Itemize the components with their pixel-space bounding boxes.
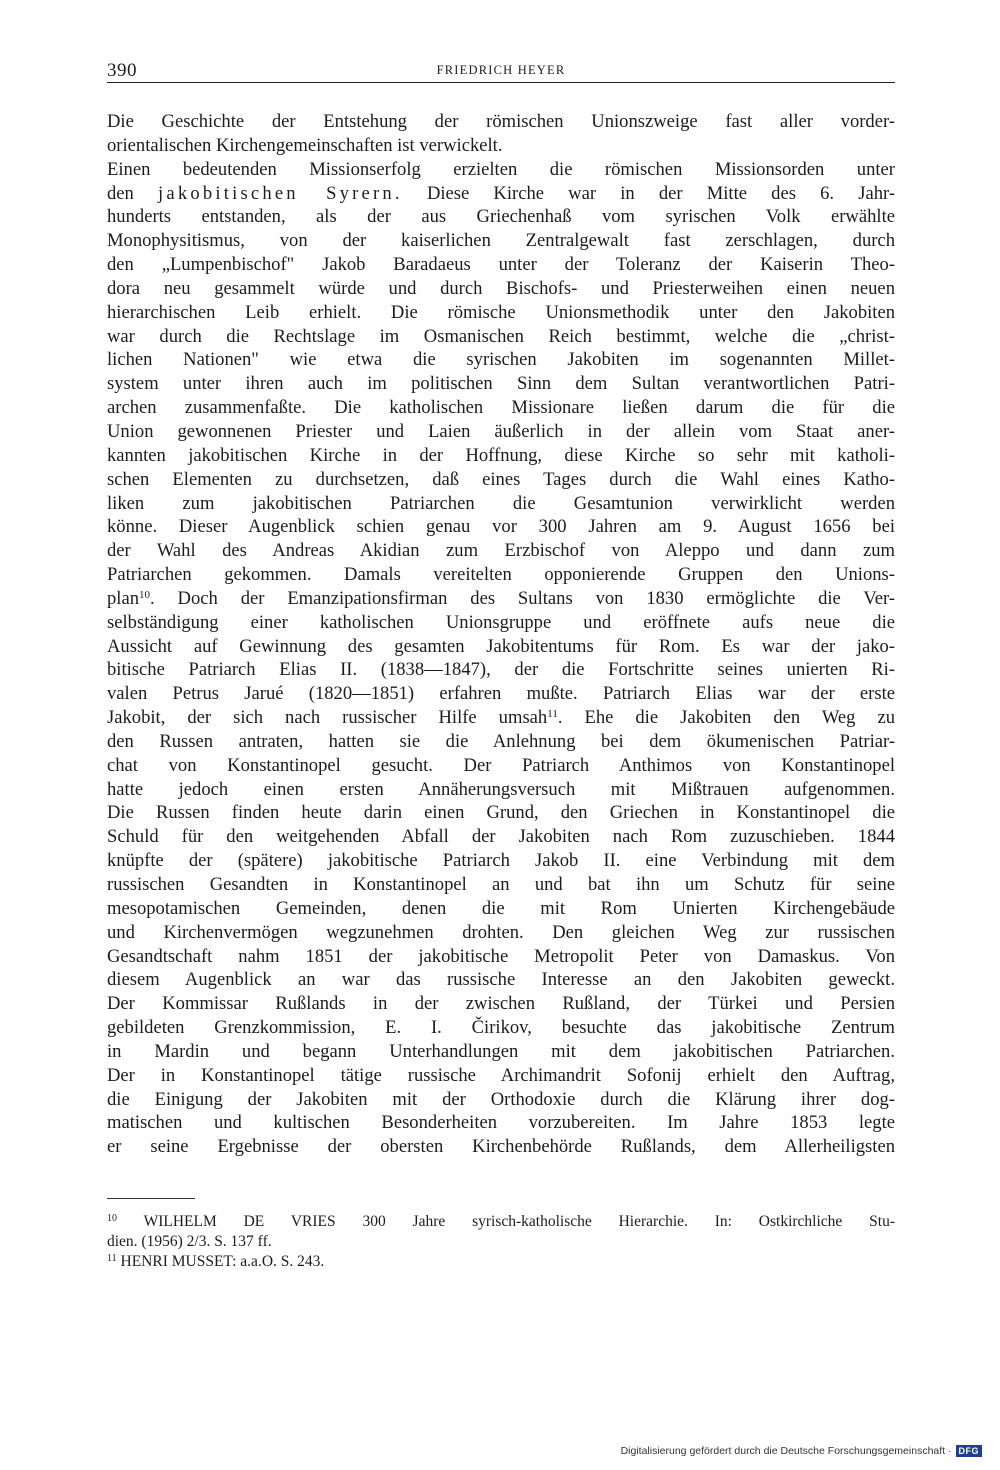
text-line: könne. Dieser Augenblick schien genau vor 300 Jahren am 9. August 1656 bei: [107, 516, 895, 538]
text-line: gebildeten Grenzkommission, E. I. Čirikov, besuchte das jakobitische Zentrum: [107, 1017, 895, 1039]
text-line: lichen Nationen" wie etwa die syrischen Jakobiten im sogenannten Millet-: [107, 349, 895, 371]
text-line: und Kirchenvermögen wegzunehmen drohten. Den gleichen Weg zur russischen: [107, 921, 895, 943]
page-number: 390: [107, 60, 137, 81]
text-line: selbständigung einer katholischen Unionsgruppe und eröffnete aufs neue die: [107, 611, 895, 633]
running-head: FRIEDRICH HEYER: [436, 63, 566, 77]
text-fragment: . Ehe die Jakobiten den Weg zu: [557, 707, 895, 729]
footnote-10-cont: dien. (1956) 2/3. S. 137 ff.: [107, 1233, 272, 1250]
text-line: Aussicht auf Gewinnung des gesamten Jakobitentums für Rom. Es war der jako-: [107, 635, 895, 657]
text-line: Der Kommissar Rußlands in der zwischen Rußland, der Türkei und Persien: [107, 993, 895, 1015]
page-header: [107, 60, 895, 83]
credit-text: Digitalisierung gefördert durch die Deutsche Forschungsgemeinschaft ·: [620, 1445, 952, 1457]
text-line: den „Lumpenbischof" Jakob Baradaeus unter der Toleranz der Kaiserin Theo-: [107, 254, 895, 276]
footnote-mark: 10: [107, 1213, 117, 1224]
text-line: orientalischen Kirchengemeinschaften ist verwickelt.: [107, 134, 503, 156]
text-line: dora neu gesammelt würde und durch Bischofs- und Priesterweihen einen neuen: [107, 277, 895, 299]
text-line: Gesandtschaft nahm 1851 der jakobitische Metropolit Peter von Damaskus. Von: [107, 945, 895, 967]
body-text: [107, 110, 895, 1159]
footnote-11: [107, 1252, 895, 1272]
text-line: knüpfte der (spätere) jakobitische Patriarch Jakob II. eine Verbindung mit dem: [107, 850, 895, 872]
footnotes: [107, 1212, 895, 1272]
text-line: Einen bedeutenden Missionserfolg erzielten die römischen Missionsorden unter: [107, 158, 895, 180]
footnote-10: [107, 1212, 895, 1232]
text-line: Die Russen finden heute darin einen Grund, den Griechen in Konstantinopel die: [107, 802, 895, 824]
text-line: archen zusammenfaßte. Die katholischen Missionare ließen darum die für die: [107, 397, 895, 419]
footnote-text: HENRI MUSSET: a.a.O. S. 243.: [120, 1253, 325, 1270]
text-line: er seine Ergebnisse der obersten Kirchenbehörde Rußlands, dem Allerheiligsten: [107, 1136, 895, 1158]
text-line: hierarchischen Leib erhielt. Die römische Unionsmethodik unter den Jakobiten: [107, 301, 895, 323]
text-line: Union gewonnenen Priester und Laien äußerlich in der allein vom Staat aner-: [107, 420, 895, 442]
text-line: die Einigung der Jakobiten mit der Orthodoxie durch die Klärung ihrer dog-: [107, 1088, 895, 1110]
text-fragment: den: [107, 182, 134, 204]
text-line: chat von Konstantinopel gesucht. Der Patriarch Anthimos von Konstantinopel: [107, 754, 895, 776]
dfg-logo: DFG: [956, 1445, 983, 1457]
text-line: system unter ihren auch im politischen Sinn dem Sultan verantwortlichen Patri-: [107, 373, 895, 395]
text-fragment: Jakobit, der sich nach russischer Hilfe umsah: [107, 707, 548, 729]
text-line: in Mardin und begann Unterhandlungen mit dem jakobitischen Patriarchen.: [107, 1040, 895, 1062]
text-line: den Russen antraten, hatten sie die Anlehnung bei dem ökumenischen Patriar-: [107, 730, 895, 752]
text-line: kannten jakobitischen Kirche in der Hoffnung, diese Kirche so sehr mit katholi-: [107, 444, 895, 466]
text-line: war durch die Rechtslage im Osmanischen Reich bestimmt, welche die „christ-: [107, 325, 895, 347]
text-line: Die Geschichte der Entstehung der römischen Unionszweige fast aller vorder-: [107, 111, 895, 132]
text-line: schen Elementen zu durchsetzen, daß eines Tages durch die Wahl eines Katho-: [107, 468, 895, 490]
emphasized-term: jakobitischen Syrern.: [158, 182, 403, 204]
text-line: liken zum jakobitischen Patriarchen die Gesamtunion verwirklicht werden: [107, 492, 895, 514]
text-fragment: . Doch der Emanzipationsfirman des Sultans von 1830 ermöglichte die Ver-: [150, 587, 895, 609]
footnote-ref: 11: [547, 708, 558, 721]
footnote-text: WILHELM DE VRIES 300 Jahre syrisch-katholische Hierarchie. In: Ostkirchliche Stu-: [143, 1213, 895, 1230]
text-line: diesem Augenblick an war das russische Interesse an den Jakobiten geweckt.: [107, 969, 895, 991]
text-line: [107, 706, 895, 730]
footnote-mark: 11: [107, 1253, 117, 1264]
text-line: Patriarchen gekommen. Damals vereitelten opponierende Gruppen den Unions-: [107, 564, 895, 586]
text-line: [107, 182, 895, 206]
footnote-divider: [107, 1198, 195, 1199]
text-line: matischen und kultischen Besonderheiten vorzubereiten. Im Jahre 1853 legte: [107, 1112, 895, 1134]
text-line: hunderts entstanden, als der aus Griechenhaß vom syrischen Volk erwählte: [107, 206, 895, 228]
digitization-credit: [621, 1445, 982, 1457]
text-line: Schuld für den weitgehenden Abfall der Jakobiten nach Rom zuzuschieben. 1844: [107, 826, 895, 848]
text-line: der Wahl des Andreas Akidian zum Erzbischof von Aleppo und dann zum: [107, 540, 895, 562]
text-line: bitische Patriarch Elias II. (1838—1847), der die Fortschritte seines unierten Ri-: [107, 659, 895, 681]
footnote-ref: 10: [139, 588, 151, 601]
text-line: russischen Gesandten in Konstantinopel an und bat ihn um Schutz für seine: [107, 874, 895, 895]
text-fragment: Diese Kirche war in der Mitte des 6. Jahr-: [426, 182, 895, 204]
text-line: Der in Konstantinopel tätige russische Archimandrit Sofonij erhielt den Auftrag,: [107, 1064, 895, 1086]
text-line: [107, 587, 895, 611]
text-line: Monophysitismus, von der kaiserlichen Zentralgewalt fast zerschlagen, durch: [107, 230, 895, 252]
text-line: mesopotamischen Gemeinden, denen die mit Rom Unierten Kirchengebäude: [107, 897, 895, 919]
text-fragment: plan: [107, 587, 140, 609]
text-line: valen Petrus Jarué (1820—1851) erfahren mußte. Patriarch Elias war der erste: [107, 683, 895, 705]
text-line: hatte jedoch einen ersten Annäherungsversuch mit Mißtrauen aufgenommen.: [107, 778, 895, 800]
